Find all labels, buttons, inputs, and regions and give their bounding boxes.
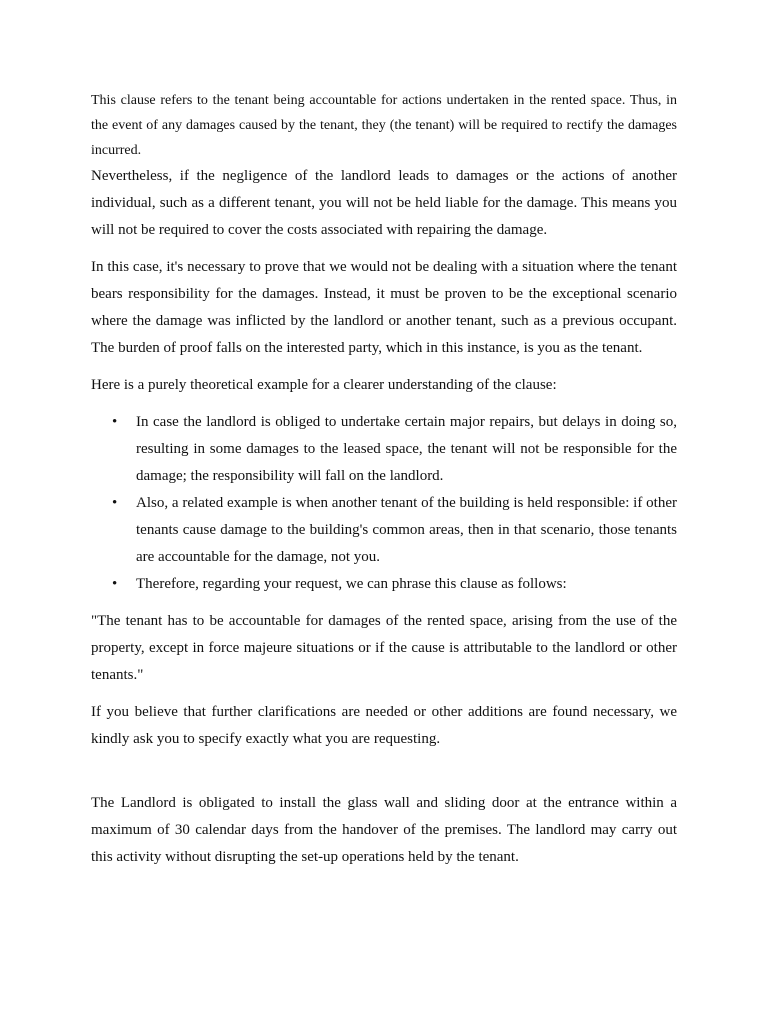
document-page (91, 88, 677, 871)
burden-of-proof-paragraph: In this case, it's necessary to prove that we would not be dealing with a situation where the tenant bears responsibility for the damages. Instead, it must be proven to be the exceptional scenario where the damage was inflicted by the landlord or another tenant, such as a previous occupant. The burden of proof falls on the interested party, which in this instance, is you as the tenant. (91, 259, 677, 356)
negligence-paragraph: Nevertheless, if the negligence of the landlord leads to damages or the actions of another individual, such as a different tenant, you will not be held liable for the damage. This means you will not be required to cover the costs associated with repairing the damage. (91, 168, 677, 238)
bullet-icon: • (112, 495, 118, 511)
example-bullet-list (91, 409, 677, 598)
example-intro-paragraph: Here is a purely theoretical example for a clearer understanding of the clause: (91, 377, 557, 393)
list-item (91, 409, 677, 490)
landlord-clause-paragraph: The Landlord is obligated to install the glass wall and sliding door at the entrance within a maximum of 30 calendar days from the handover of the premises. The landlord may carry out this activity without disrupting the set-up operations held by the tenant. (91, 795, 677, 865)
list-item (91, 490, 677, 571)
intro-paragraph: This clause refers to the tenant being accountable for actions undertaken in the rented space. Thus, in the event of any damages caused by the tenant, they (the tenant) will be required to rectify the damages incurred. (91, 93, 677, 158)
bullet-icon: • (112, 576, 118, 592)
bullet-icon: • (112, 414, 118, 430)
list-item (91, 571, 677, 598)
quoted-clause: "The tenant has to be accountable for damages of the rented space, arising from the use of the property, except in force majeure situations or if the cause is attributable to the landlord or other tenants." (91, 613, 677, 683)
list-item-text: Therefore, regarding your request, we can phrase this clause as follows: (136, 576, 567, 592)
list-item-text: Also, a related example is when another tenant of the building is held responsible: if other tenants cause damage to the building's common areas, then in that scenario, those tenants are accountable for the damage, not you. (136, 495, 677, 565)
list-item-text: In case the landlord is obliged to undertake certain major repairs, but delays in doing so, resulting in some damages to the leased space, the tenant will not be responsible for the damage; the responsibility will fall on the landlord. (136, 414, 677, 484)
closing-paragraph: If you believe that further clarifications are needed or other additions are found necessary, we kindly ask you to specify exactly what you are requesting. (91, 704, 677, 747)
